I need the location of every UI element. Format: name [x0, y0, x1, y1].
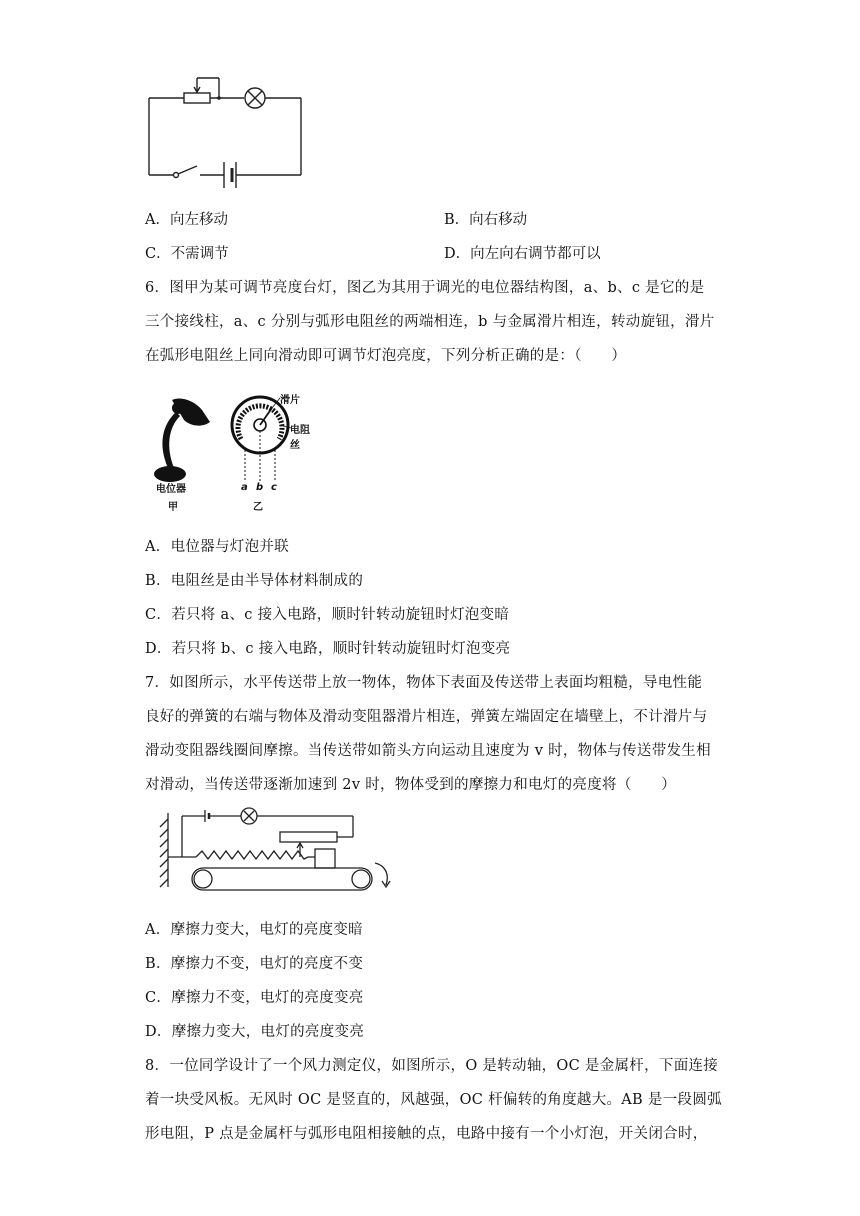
figure-yi-label: 乙 — [253, 502, 263, 513]
q7-stem-line-4: 对滑动，当传送带逐渐加速到 2v 时，物体受到的摩擦力和电灯的亮度将（ ） — [145, 777, 677, 793]
q6-stem-line-2: 三个接线柱，a、c 分别与弧形电阻丝的两端相连，b 与金属滑片相连，转动旋钮，滑片 — [145, 314, 715, 330]
q8-stem-line-3: 形电阻，P 点是金属杆与弧形电阻相接触的点，电路中接有一个小灯泡，开关闭合时， — [145, 1126, 708, 1142]
figure-jia-label: 甲 — [168, 502, 178, 513]
terminal-a-label: a — [241, 482, 248, 493]
q7-option-d[interactable]: D．摩擦力变大，电灯的亮度变亮 — [145, 1024, 365, 1040]
terminal-b-label: b — [256, 482, 264, 493]
q7-option-c[interactable]: C．摩擦力不变，电灯的亮度变亮 — [145, 990, 364, 1006]
q6-figure — [140, 390, 310, 515]
q5-option-c[interactable]: C．不需调节 — [145, 246, 229, 262]
q5-circuit-figure — [140, 70, 315, 190]
q8-stem-line-2: 着一块受风板。无风时 OC 是竖直的，风越强，OC 杆偏转的角度越大。AB 是一段圆弧 — [145, 1092, 722, 1108]
desk-lamp-icon — [140, 390, 220, 515]
resistance-wire-label: 电阻丝 — [290, 425, 310, 451]
q7-option-b[interactable]: B．摩擦力不变，电灯的亮度不变 — [145, 956, 364, 972]
q8-stem-line-1: 8．一位同学设计了一个风力测定仪，如图所示，O 是转动轴，OC 是金属杆，下面连接 — [145, 1058, 719, 1074]
q7-option-a[interactable]: A．摩擦力变大，电灯的亮度变暗 — [145, 922, 363, 938]
q6-option-d[interactable]: D．若只将 b、c 接入电路，顺时针转动旋钮时灯泡变亮 — [145, 641, 511, 657]
q6-option-a[interactable]: A．电位器与灯泡并联 — [145, 539, 289, 555]
terminal-c-label: c — [271, 482, 277, 493]
q6-stem-line-3: 在弧形电阻丝上同向滑动即可调节灯泡亮度，下列分析正确的是：（ ） — [145, 348, 627, 364]
q7-conveyor-figure — [150, 805, 400, 895]
q7-stem-line-3: 滑动变阻器线圈间摩擦。当传送带如箭头方向运动且速度为 v 时，物体与传送带发生相 — [145, 743, 711, 759]
q6-option-c[interactable]: C．若只将 a、c 接入电路，顺时针转动旋钮时灯泡变暗 — [145, 607, 510, 623]
q6-option-b[interactable]: B．电阻丝是由半导体材料制成的 — [145, 573, 364, 589]
q6-stem-line-1: 6．图甲为某可调节亮度台灯，图乙为其用于调光的电位器结构图，a、b、c 是它的是 — [145, 280, 705, 296]
q5-option-a[interactable]: A．向左移动 — [145, 212, 228, 228]
q5-option-b[interactable]: B．向右移动 — [444, 212, 528, 228]
q5-option-d[interactable]: D．向左向右调节都可以 — [444, 246, 601, 262]
potentiometer-label: 电位器 — [156, 484, 186, 495]
q7-stem-line-1: 7．如图所示，水平传送带上放一物体，物体下表面及传送带上表面均粗糙，导电性能 — [145, 675, 703, 691]
slider-label: 滑片 — [280, 395, 300, 406]
q7-stem-line-2: 良好的弹簧的右端与物体及滑动变阻器滑片相连，弹簧左端固定在墙壁上，不计滑片与 — [145, 709, 708, 725]
